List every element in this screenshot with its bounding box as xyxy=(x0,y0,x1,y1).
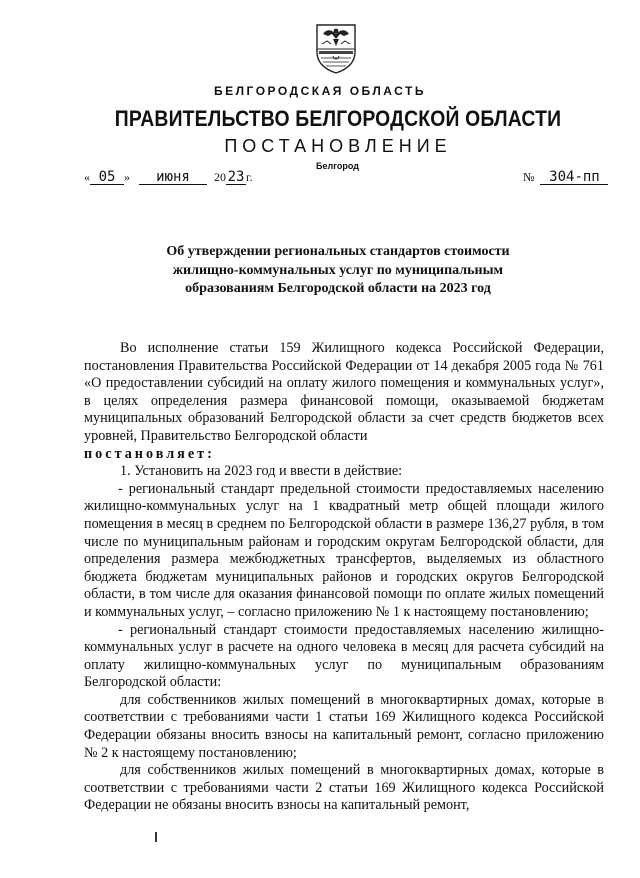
region-name: БЕЛГОРОДСКАЯ ОБЛАСТЬ xyxy=(214,84,426,98)
sub-paragraph-2: для собственников жилых помещений в многоквартирных домах, которые в соответствии с требованиями части 2 статьи 169 Жилищного кодекса Российской Федерации не обязаны вносить взносы на капитальный ремонт, xyxy=(84,762,604,814)
bullet-standard-1: - региональный стандарт предельной стоимости предоставляемых населению жилищно-коммунальных услуг на 1 квадратный метр общей площади жилого помещения в месяц в среднем по Белгородской области в размере 136,27 рубля, в том числе по муниципальным районам и городским округам Белгородской области, для определения размера межбюджетных трансфертов, выделяемых из областного бюджета бюджетам муниципальных районов и городских округов Белгородской области, в том числе для оказания финансовой помощи по оплате жилых помещений и коммунальных услуг, – согласно приложению № 1 к настоящему постановлению; xyxy=(84,480,604,620)
title-line-3: образованиям Белгородской области на 2023 год xyxy=(185,281,491,296)
scan-mark xyxy=(155,832,157,842)
number-label: № xyxy=(523,170,535,184)
date-year-prefix: 20 xyxy=(214,170,226,184)
date-open-quote: « xyxy=(84,170,90,184)
document-body xyxy=(84,340,604,815)
date-year-suffix: 23 xyxy=(227,169,245,185)
date-day: 05 xyxy=(90,170,124,185)
coat-of-arms-emblem xyxy=(313,22,359,74)
title-line-1: Об утверждении региональных стандартов стоимости xyxy=(166,244,510,259)
document-number xyxy=(523,170,608,185)
paragraph-item-1: 1. Установить на 2023 год и ввести в действие: xyxy=(120,463,403,480)
document-title xyxy=(0,243,640,299)
city-name: Белгород xyxy=(316,161,359,171)
number-value: 304-пп xyxy=(540,170,608,185)
document-date xyxy=(84,170,253,185)
sub-paragraph-1: для собственников жилых помещений в многоквартирных домах, которые в соответствии с требованиями части 1 статьи 169 Жилищного кодекса Российской Федерации обязаны вносить взносы на капитальный ремонт, согласно приложению № 2 к настоящему постановлению; xyxy=(84,691,604,761)
date-year-abbr: г. xyxy=(246,170,253,184)
date-close-quote: » xyxy=(124,170,130,184)
date-month: июня xyxy=(139,170,207,185)
resolves-word: постановляет: xyxy=(84,445,215,462)
bullet-standard-2: - региональный стандарт стоимости предоставляемых населению жилищно-коммунальных услуг в расчете на одного человека в месяц для расчета субсидий на оплату жилищно-коммунальных услуг по муниципальным образованиям Белгородской области: xyxy=(84,621,604,691)
title-line-2: жилищно-коммунальных услуг по муниципальным xyxy=(172,262,504,278)
government-name: ПРАВИТЕЛЬСТВО БЕЛГОРОДСКОЙ ОБЛАСТИ xyxy=(114,106,562,131)
document-type: ПОСТАНОВЛЕНИЕ xyxy=(224,136,452,156)
paragraph-preamble: Во исполнение статьи 159 Жилищного кодекса Российской Федерации, постановления Правительства Российской Федерации от 14 декабря 2005 года № 761 «О предоставлении субсидий на оплату жилого помещения и коммунальных услуг», в целях определения размера финансовой помощи, оказываемой бюджетам муниципальных образований Белгородской области за счет средств бюджетов всех уровней, Правительство Белгородской области xyxy=(84,340,604,444)
